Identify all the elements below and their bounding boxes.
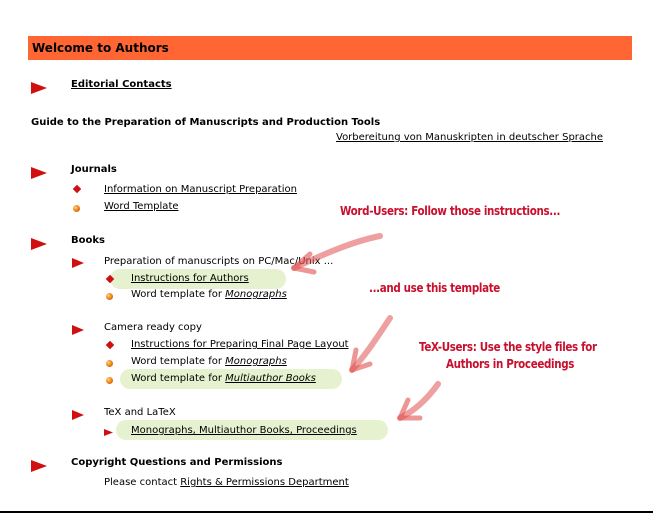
multiauthor-books-link[interactable]: Multiauthor Books	[225, 373, 316, 384]
arrow-icon	[30, 166, 48, 180]
annotation-tex-users-line1: TeX-Users: Use the style files for	[419, 340, 597, 354]
bottom-divider	[0, 511, 653, 513]
dot-bullet-icon	[106, 293, 113, 300]
arrow-icon	[72, 325, 84, 335]
annotation-use-template: ...and use this template	[369, 281, 500, 295]
tex-section-title: TeX and LaTeX	[104, 407, 176, 418]
dot-bullet-icon	[106, 360, 113, 367]
annotation-tex-users-line2: Authors in Proceedings	[446, 357, 575, 371]
diamond-bullet-icon	[106, 341, 114, 349]
german-guide-link[interactable]: Vorbereitung von Manuskripten in deutscher Sprache	[336, 132, 604, 143]
annotation-arrow-icon	[386, 378, 446, 428]
final-layout-instructions-link[interactable]: Instructions for Preparing Final Page Layout	[131, 339, 349, 350]
pc-section-title: Preparation of manuscripts on PC/Mac/Unix ...	[104, 256, 334, 267]
arrow-icon	[30, 459, 48, 473]
author-instructions-link[interactable]: Instructions for Authors	[131, 273, 249, 284]
tex-style-files-link[interactable]: Monographs, Multiauthor Books, Proceedings	[131, 425, 357, 436]
books-title: Books	[71, 235, 105, 246]
manuscript-info-link[interactable]: Information on Manuscript Preparation	[104, 184, 297, 195]
arrow-icon	[72, 258, 84, 268]
annotation-arrow-icon	[280, 228, 390, 278]
word-template-link[interactable]: Word Template	[104, 201, 179, 212]
dot-bullet-icon	[73, 205, 80, 212]
arrow-icon	[30, 237, 48, 251]
word-template-label	[131, 356, 287, 367]
diamond-bullet-icon	[73, 185, 81, 193]
editorial-contacts-link[interactable]: Editorial Contacts	[71, 79, 172, 90]
word-template-prefix: Word template for	[131, 356, 226, 367]
camera-section-title: Camera ready copy	[104, 322, 202, 333]
copyright-contact	[104, 477, 349, 488]
copyright-title: Copyright Questions and Permissions	[71, 457, 283, 468]
word-template-prefix: Word template for	[131, 289, 226, 300]
word-template-label	[131, 373, 316, 384]
arrow-icon	[30, 81, 48, 95]
annotation-word-users: Word-Users: Follow those instructions...	[340, 204, 561, 218]
small-arrow-bullet-icon	[104, 429, 113, 436]
permissions-department-link[interactable]: Rights & Permissions Department	[180, 477, 349, 488]
guide-title: Guide to the Preparation of Manuscripts and Production Tools	[31, 117, 381, 128]
arrow-icon	[72, 410, 84, 420]
page-title: Welcome to Authors	[32, 41, 169, 55]
copyright-prefix: Please contact	[104, 477, 181, 488]
word-template-label	[131, 289, 287, 300]
dot-bullet-icon	[106, 377, 113, 384]
header-bar	[28, 36, 632, 60]
word-template-prefix: Word template for	[131, 373, 226, 384]
monographs-link[interactable]: Monographs	[225, 356, 287, 367]
annotation-arrow-icon	[338, 312, 398, 382]
monographs-link[interactable]: Monographs	[225, 289, 287, 300]
journals-title: Journals	[71, 164, 117, 175]
